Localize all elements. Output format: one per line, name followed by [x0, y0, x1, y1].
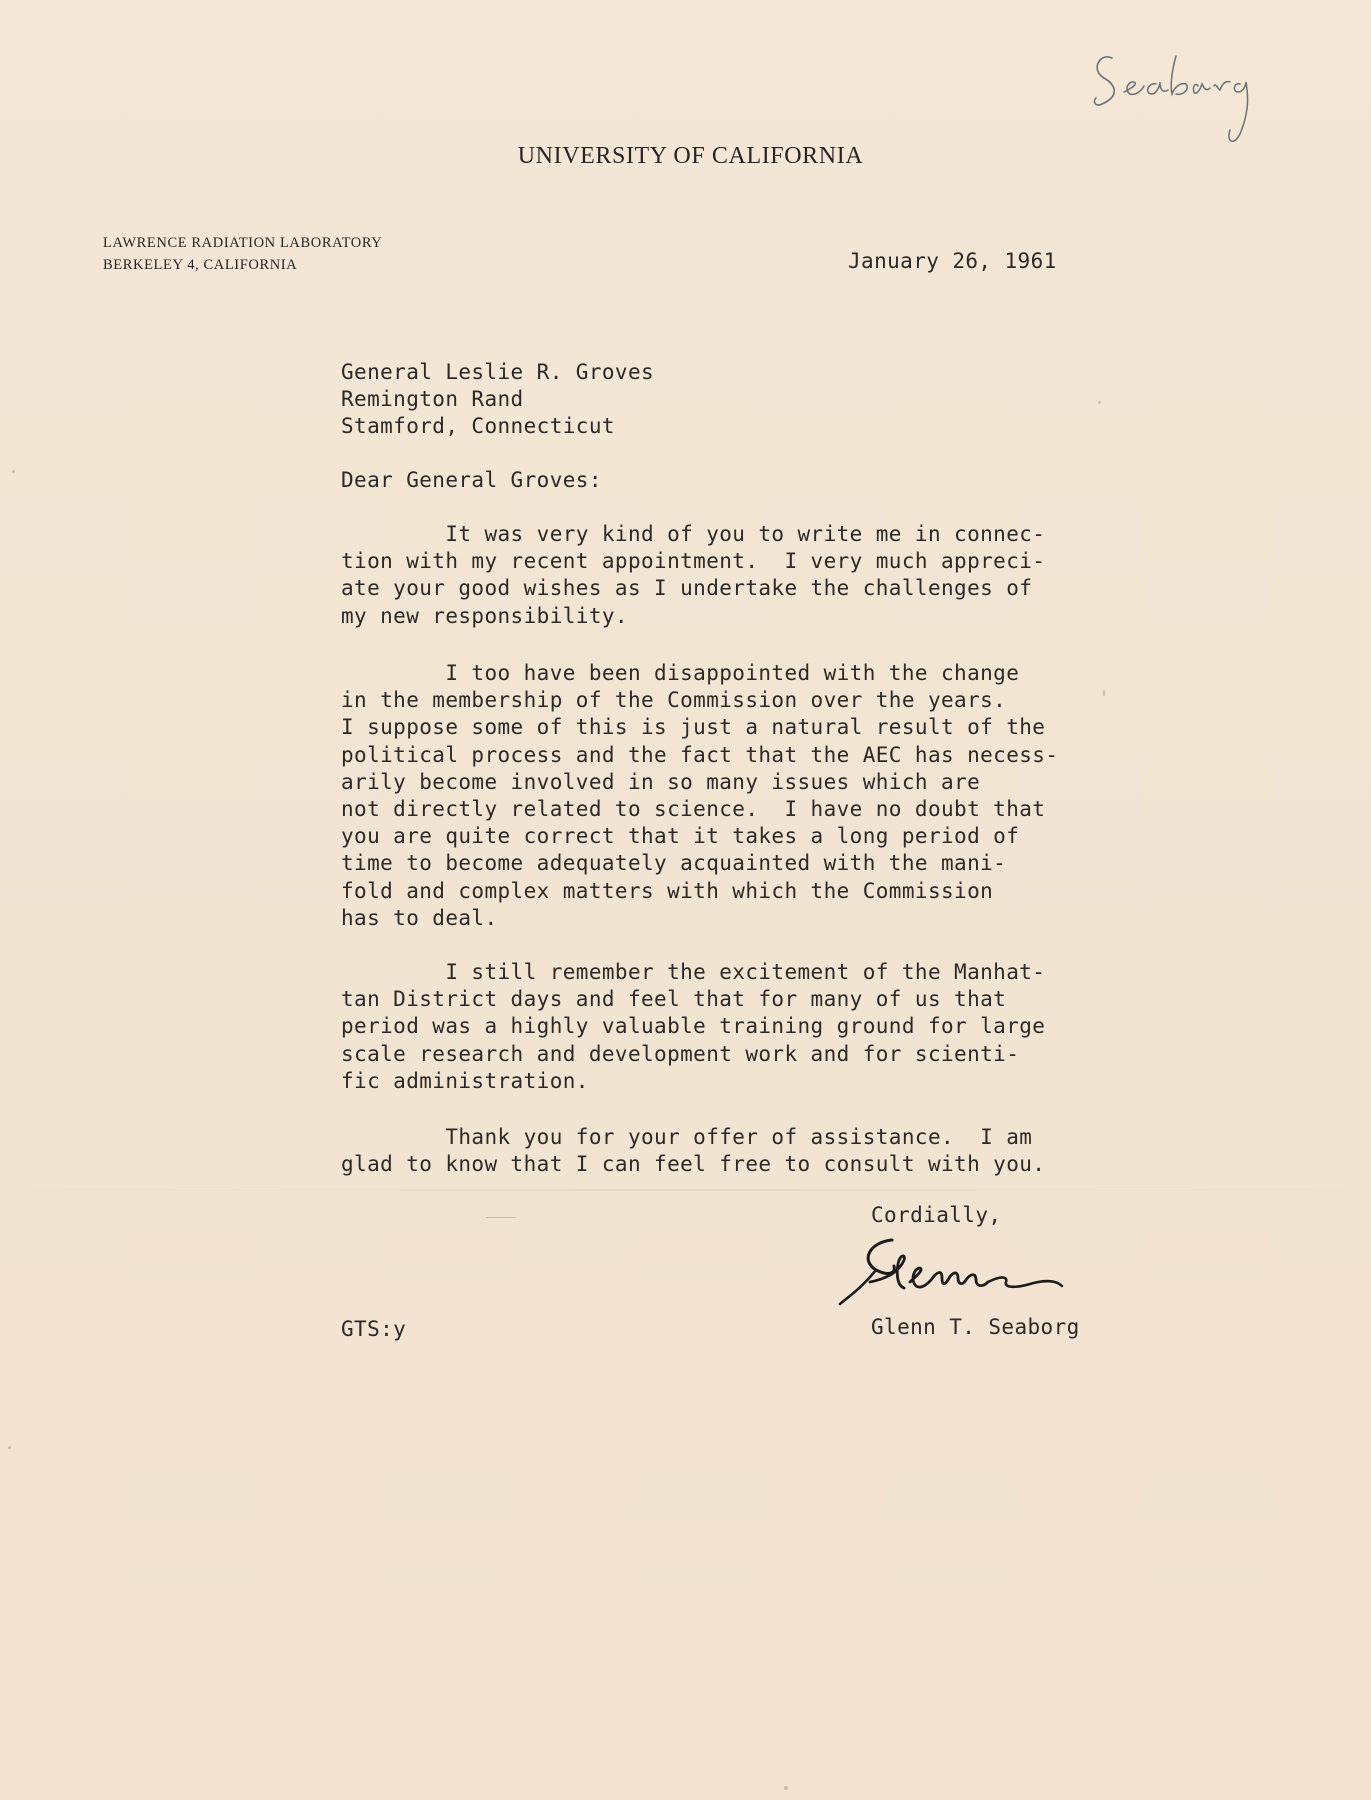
body-line: Thank you for your offer of assistance. I am	[341, 1125, 1033, 1149]
signature	[830, 1230, 1100, 1320]
closing: Cordially,	[871, 1203, 1002, 1227]
paper-speck	[486, 1217, 516, 1218]
body-line: I too have been disappointed with the change	[341, 661, 1020, 685]
body-line: fold and complex matters with which the Commission	[341, 878, 994, 903]
body-line: glad to know that I can feel free to consult with you.	[341, 1152, 1046, 1177]
body-line: arily become involved in so many issues which are	[341, 769, 981, 794]
recipient-city: Stamford, Connecticut	[341, 414, 615, 438]
body-paragraph	[341, 521, 1045, 630]
paper-speck	[784, 1786, 788, 1790]
letterhead-address	[103, 232, 382, 276]
body-line: time to become adequately acquainted with the mani-	[341, 851, 1007, 876]
paper-speck	[1103, 690, 1105, 696]
body-line: my new responsibility.	[341, 603, 628, 628]
body-line: you are quite correct that it takes a long period of	[341, 824, 1020, 849]
body-paragraph	[341, 660, 1058, 932]
body-line: political process and the fact that the AEC has necess-	[341, 742, 1059, 767]
body-line: tion with my recent appointment. I very much appreci-	[341, 549, 1046, 574]
body-line: I still remember the excitement of the Manhat-	[341, 960, 1046, 984]
recipient-company: Remington Rand	[341, 387, 524, 411]
body-paragraph	[341, 1124, 1045, 1178]
paper-speck	[1098, 401, 1101, 404]
paper-speck	[12, 470, 15, 473]
body-line: period was a highly valuable training ground for large	[341, 1014, 1046, 1039]
body-line: scale research and development work and for scienti-	[341, 1041, 1020, 1066]
paper-speck	[8, 1446, 11, 1449]
letterhead-laboratory: LAWRENCE RADIATION LABORATORY	[103, 235, 383, 251]
page-fold-crease	[0, 1189, 1371, 1191]
body-line: fic administration.	[341, 1068, 589, 1093]
body-line: I suppose some of this is just a natural result of the	[341, 715, 1046, 740]
body-line: tan District days and feel that for many of us that	[341, 987, 1007, 1012]
body-paragraph	[341, 959, 1045, 1095]
letterhead-institution: UNIVERSITY OF CALIFORNIA	[517, 143, 864, 169]
handwritten-note	[1090, 30, 1290, 150]
signer-name: Glenn T. Seaborg	[871, 1315, 1080, 1339]
reference-initials: GTS:y	[341, 1317, 407, 1341]
recipient-name: General Leslie R. Groves	[341, 360, 655, 384]
salutation: Dear General Groves:	[341, 468, 602, 492]
body-line: not directly related to science. I have no doubt that	[341, 797, 1046, 822]
body-line: It was very kind of you to write me in connec-	[341, 522, 1046, 546]
body-line: in the membership of the Commission over the years.	[341, 688, 1007, 713]
recipient-address	[341, 359, 654, 440]
letterhead-location: BERKELEY 4, CALIFORNIA	[103, 257, 298, 273]
body-line: has to deal.	[341, 905, 498, 930]
letter-date: January 26, 1961	[848, 249, 1057, 273]
body-line: ate your good wishes as I undertake the challenges of	[341, 576, 1033, 601]
